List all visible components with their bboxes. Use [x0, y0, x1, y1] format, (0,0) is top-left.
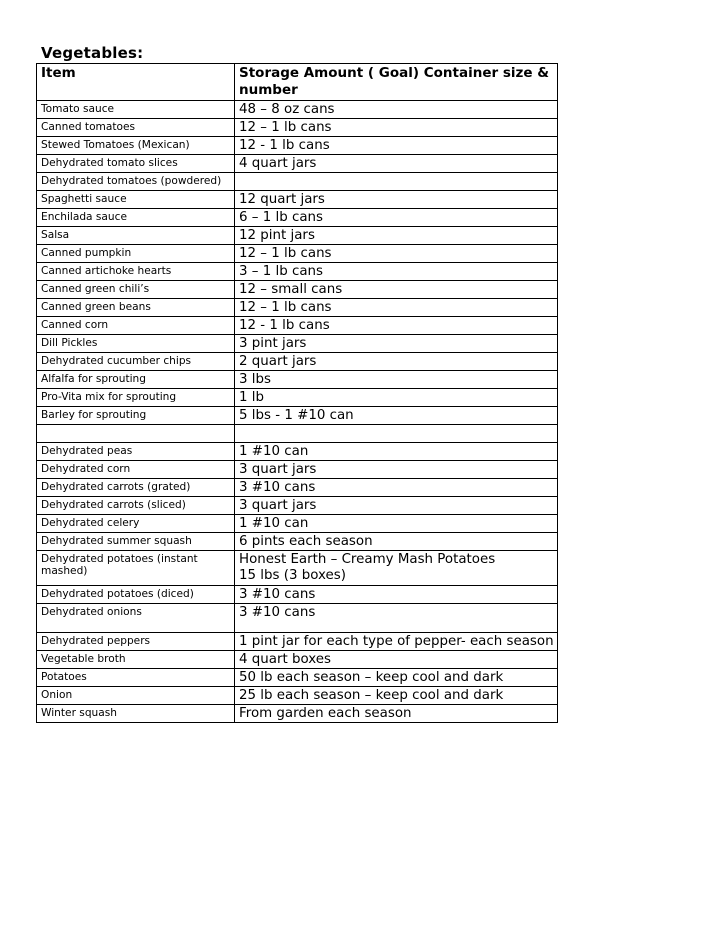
- table-row: [37, 586, 558, 604]
- table-row: [37, 705, 558, 723]
- item-cell: [37, 425, 235, 443]
- table-row: [37, 137, 558, 155]
- table-row: [37, 209, 558, 227]
- table-row: [37, 425, 558, 443]
- table-row: [37, 353, 558, 371]
- storage-amount-text-line2: 15 lbs (3 boxes): [239, 568, 346, 583]
- item-cell: Dehydrated peas: [37, 443, 235, 461]
- storage-amount-cell: [235, 371, 558, 389]
- storage-amount-cell: [235, 497, 558, 515]
- storage-amount-text: 1 pint jar for each type of pepper- each season: [239, 634, 554, 649]
- item-cell: Dill Pickles: [37, 335, 235, 353]
- item-cell: Dehydrated tomatoes (powdered): [37, 173, 235, 191]
- storage-amount-cell: [235, 227, 558, 245]
- storage-amount-cell: [235, 389, 558, 407]
- header-item: Item: [37, 64, 235, 101]
- storage-amount-cell: [235, 281, 558, 299]
- storage-amount-cell: [235, 191, 558, 209]
- storage-amount-text: Honest Earth – Creamy Mash Potatoes: [239, 552, 496, 567]
- storage-amount-text: 3 #10 cans: [239, 587, 316, 602]
- item-cell: Canned artichoke hearts: [37, 263, 235, 281]
- item-cell: Dehydrated celery: [37, 515, 235, 533]
- storage-amount-text: 3 – 1 lb cans: [239, 264, 324, 279]
- storage-amount-text: 2 quart jars: [239, 354, 317, 369]
- item-cell: Dehydrated peppers: [37, 633, 235, 651]
- item-cell: Stewed Tomatoes (Mexican): [37, 137, 235, 155]
- item-cell: Tomato sauce: [37, 101, 235, 119]
- table-row: [37, 461, 558, 479]
- item-cell: Enchilada sauce: [37, 209, 235, 227]
- storage-amount-text: 6 pints each season: [239, 534, 373, 549]
- table-header-row: [37, 64, 558, 101]
- item-cell: Dehydrated cucumber chips: [37, 353, 235, 371]
- storage-amount-text: 12 - 1 lb cans: [239, 318, 330, 333]
- item-cell: Alfalfa for sprouting: [37, 371, 235, 389]
- storage-amount-cell: [235, 461, 558, 479]
- item-cell: Dehydrated potatoes (instant mashed): [37, 551, 235, 586]
- table-row: [37, 551, 558, 586]
- storage-amount-text: 1 #10 can: [239, 444, 309, 459]
- item-cell: Vegetable broth: [37, 651, 235, 669]
- item-cell: Dehydrated corn: [37, 461, 235, 479]
- table-row: [37, 281, 558, 299]
- table-row: [37, 371, 558, 389]
- item-cell: Canned green beans: [37, 299, 235, 317]
- item-cell: Pro-Vita mix for sprouting: [37, 389, 235, 407]
- storage-amount-cell: [235, 651, 558, 669]
- storage-amount-text: 4 quart jars: [239, 156, 317, 171]
- storage-amount-text: 4 quart boxes: [239, 652, 331, 667]
- storage-amount-cell: [235, 119, 558, 137]
- item-cell: Spaghetti sauce: [37, 191, 235, 209]
- storage-amount-text: 1 lb: [239, 390, 264, 405]
- storage-amount-text: 50 lb each season – keep cool and dark: [239, 670, 504, 685]
- item-cell: Dehydrated carrots (sliced): [37, 497, 235, 515]
- item-cell: Dehydrated carrots (grated): [37, 479, 235, 497]
- table-row: [37, 119, 558, 137]
- storage-amount-text: From garden each season: [239, 706, 412, 721]
- table-row: [37, 227, 558, 245]
- item-cell: Potatoes: [37, 669, 235, 687]
- item-cell: Dehydrated summer squash: [37, 533, 235, 551]
- storage-amount-cell: [235, 353, 558, 371]
- storage-amount-cell: [235, 245, 558, 263]
- table-row: [37, 633, 558, 651]
- item-cell: Winter squash: [37, 705, 235, 723]
- item-cell: Canned pumpkin: [37, 245, 235, 263]
- storage-amount-cell: [235, 687, 558, 705]
- item-cell: Canned green chili’s: [37, 281, 235, 299]
- storage-amount-cell: [235, 705, 558, 723]
- item-cell: Salsa: [37, 227, 235, 245]
- table-row: [37, 651, 558, 669]
- header-storage-amount: Storage Amount ( Goal) Container size & number: [235, 64, 558, 101]
- table-row: [37, 515, 558, 533]
- storage-amount-text: 3 pint jars: [239, 336, 307, 351]
- storage-amount-cell: [235, 299, 558, 317]
- table-row: [37, 389, 558, 407]
- storage-amount-cell: [235, 479, 558, 497]
- table-row: [37, 155, 558, 173]
- page-title: Vegetables:: [41, 44, 144, 62]
- storage-amount-text: 5 lbs - 1 #10 can: [239, 408, 354, 423]
- storage-amount-cell: [235, 137, 558, 155]
- storage-amount-cell: [235, 515, 558, 533]
- storage-amount-cell: [235, 551, 558, 586]
- storage-amount-text: 3 quart jars: [239, 498, 317, 513]
- table-row: [37, 669, 558, 687]
- storage-amount-text: 48 – 8 oz cans: [239, 102, 335, 117]
- table-row: [37, 101, 558, 119]
- storage-amount-cell: [235, 425, 558, 443]
- storage-amount-text: 12 – 1 lb cans: [239, 246, 332, 261]
- storage-amount-text: 12 – small cans: [239, 282, 343, 297]
- storage-amount-text: 3 quart jars: [239, 462, 317, 477]
- storage-amount-cell: [235, 173, 558, 191]
- table-row: [37, 173, 558, 191]
- storage-amount-cell: [235, 155, 558, 173]
- vegetable-storage-table: [36, 63, 558, 723]
- item-cell: Dehydrated onions: [37, 604, 235, 633]
- storage-amount-text: 3 lbs: [239, 372, 271, 387]
- storage-amount-cell: [235, 586, 558, 604]
- storage-amount-cell: [235, 101, 558, 119]
- storage-amount-text: 12 – 1 lb cans: [239, 300, 332, 315]
- storage-amount-text: 12 - 1 lb cans: [239, 138, 330, 153]
- storage-amount-cell: [235, 263, 558, 281]
- storage-amount-cell: [235, 407, 558, 425]
- table-row: [37, 335, 558, 353]
- storage-amount-cell: [235, 633, 558, 651]
- item-cell: Dehydrated potatoes (diced): [37, 586, 235, 604]
- storage-amount-cell: [235, 533, 558, 551]
- table-row: [37, 191, 558, 209]
- storage-amount-text: 12 quart jars: [239, 192, 325, 207]
- table-row: [37, 533, 558, 551]
- item-cell: Canned tomatoes: [37, 119, 235, 137]
- storage-amount-text: 6 – 1 lb cans: [239, 210, 324, 225]
- storage-amount-text: 1 #10 can: [239, 516, 309, 531]
- table-row: [37, 407, 558, 425]
- storage-amount-text: 12 pint jars: [239, 228, 315, 243]
- storage-amount-cell: [235, 317, 558, 335]
- table-row: [37, 687, 558, 705]
- table-row: [37, 317, 558, 335]
- table-row: [37, 443, 558, 461]
- table-row: [37, 497, 558, 515]
- storage-amount-cell: [235, 604, 558, 633]
- table-row: [37, 299, 558, 317]
- item-cell: Barley for sprouting: [37, 407, 235, 425]
- item-cell: Canned corn: [37, 317, 235, 335]
- storage-amount-cell: [235, 335, 558, 353]
- storage-amount-cell: [235, 669, 558, 687]
- storage-amount-text: 25 lb each season – keep cool and dark: [239, 688, 504, 703]
- table-row: [37, 604, 558, 633]
- storage-amount-text: 3 #10 cans: [239, 480, 316, 495]
- storage-amount-text: 12 – 1 lb cans: [239, 120, 332, 135]
- storage-amount-cell: [235, 443, 558, 461]
- table-row: [37, 245, 558, 263]
- item-cell: Dehydrated tomato slices: [37, 155, 235, 173]
- table-row: [37, 263, 558, 281]
- storage-amount-text: 3 #10 cans: [239, 605, 316, 620]
- storage-amount-cell: [235, 209, 558, 227]
- item-cell: Onion: [37, 687, 235, 705]
- table-row: [37, 479, 558, 497]
